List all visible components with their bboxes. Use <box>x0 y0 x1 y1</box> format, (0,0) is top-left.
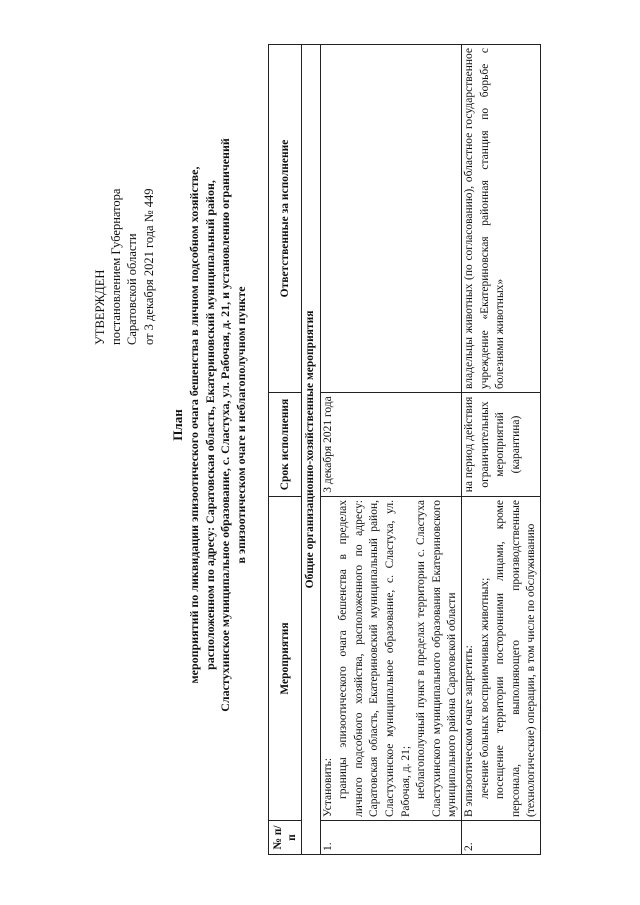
plan-heading: План <box>170 409 185 441</box>
header-responsible: Ответственные за исполнение <box>269 45 302 393</box>
measure-paragraph: неблагополучный пункт в пределах территории с. Сластуха Сластухинского муниципального образования Екатериновского муниципального района Саратовской области <box>415 500 459 817</box>
approval-line-1: УТВЕРЖДЕН <box>93 269 107 345</box>
plan-title-line-4: в эпизоотическом очаге и неблагополучном пункте <box>233 286 248 564</box>
header-term: Срок исполнения <box>269 393 302 497</box>
measure-paragraph: лечение больных восприимчивых животных; <box>478 577 491 799</box>
approval-stamp <box>92 25 157 345</box>
row-measure <box>461 497 540 821</box>
measures-table <box>268 44 541 855</box>
table-row <box>461 45 540 855</box>
row-responsible <box>320 45 461 393</box>
approval-line-4: от 3 декабря 2021 года № 449 <box>141 188 156 345</box>
row-num: 1. <box>320 821 461 855</box>
row-term: 3 декабря 2021 года <box>320 393 461 497</box>
row-num: 2. <box>461 821 540 855</box>
measure-paragraph: посещение территории посторонними лицами, кроме персонала, выполняющего производственные (технологические) операции, в том числе по обслуживанию <box>494 500 538 817</box>
row-measure <box>320 497 461 821</box>
plan-title-block <box>170 55 249 795</box>
measure-intro: В эпизоотическом очаге запретить: <box>462 645 475 817</box>
measure-paragraph: границы эпизоотического очага бешенства в пределах личного подсобного хозяйства, расположенного по адресу: Саратовская область, Екатериновский муниципальный район, Сластухинское муниципальное образование, с. Сластуха, ул. Рабочая, д. 21; <box>337 500 412 817</box>
header-num: № п/п <box>269 821 302 855</box>
plan-title-line-2: расположенном по адресу: Саратовская область, Екатериновский муниципальный район, <box>202 180 217 670</box>
table-header-row <box>269 45 302 855</box>
plan-title-line-3: Сластухинское муниципальное образование, с. Сластуха, ул. Рабочая, д. 21, и установлению ограничений <box>218 138 233 712</box>
table-row <box>320 45 461 855</box>
measure-intro: Установить: <box>321 757 334 817</box>
section-row <box>302 45 321 855</box>
row-term: на период действия ограничительных мероприятий (карантина) <box>461 393 540 497</box>
section-title: Общие организационно-хозяйственные мероприятия <box>302 45 321 855</box>
approval-line-3: Саратовской области <box>125 233 140 345</box>
plan-title-line-1: мероприятий по ликвидации эпизоотического очага бешенства в личном подсобном хозяйстве, <box>187 166 202 684</box>
header-measures: Мероприятия <box>269 497 302 821</box>
row-responsible: владельцы животных (по согласованию), областное государственное учреждение «Екатериновская районная станция по борьбе с болезнями животных» <box>461 45 540 393</box>
approval-line-2: постановлением Губернатора <box>109 188 124 345</box>
